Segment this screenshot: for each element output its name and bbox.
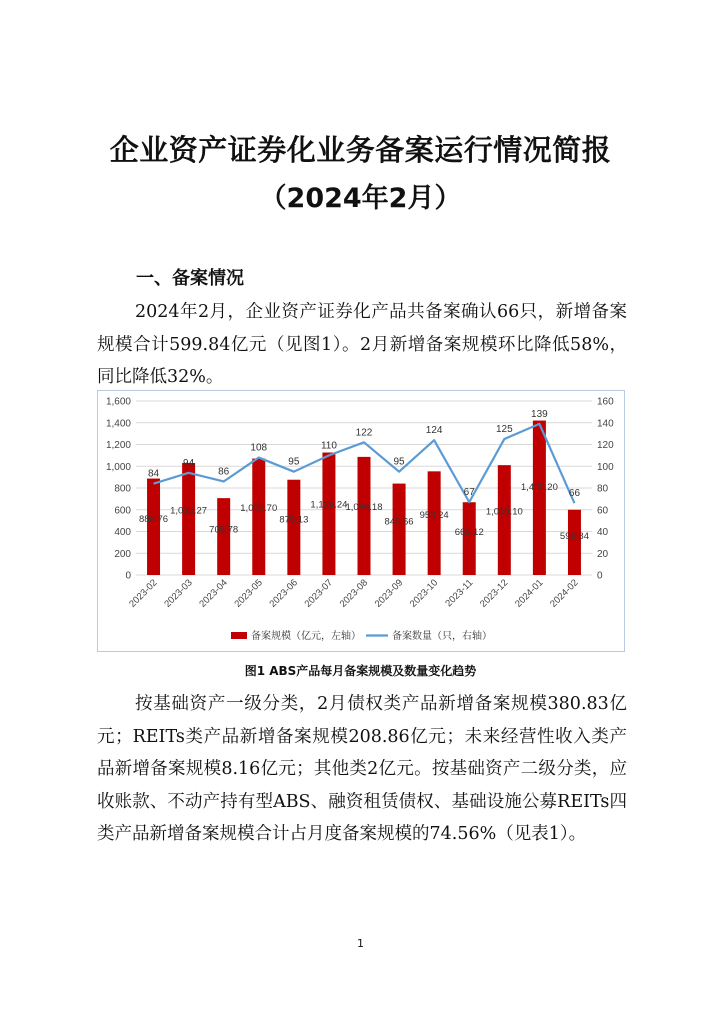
- legend-line-label: 备案数量（只，右轴）: [392, 631, 492, 642]
- bar-value-label: 886.76: [139, 513, 169, 525]
- bar-value-label: 1,086.18: [345, 502, 383, 514]
- legend-bar-label: 备案规模（亿元，左轴）: [251, 631, 361, 642]
- bar: [568, 510, 581, 575]
- line-value-label: 66: [568, 488, 581, 500]
- bar: [463, 502, 476, 575]
- document-title: 企业资产证券化业务备案运行情况简报: [109, 133, 612, 167]
- line-value-label: 84: [147, 468, 160, 480]
- bar-value-label: 1,126.24: [310, 499, 348, 511]
- legend-bar-swatch: [231, 632, 247, 639]
- y-right-tick-label: 140: [597, 418, 614, 430]
- paragraph-asset-classification: 按基础资产一级分类，2月债权类产品新增备案规模380.83亿元；REITs类产品新增备案规模208.86亿元；未来经营性收入类产品新增备案规模8.16亿元；其他类2亿元。按基础资产二级分类，应收账款、不动产持有型ABS、融资租赁债权、基础设施公募REITs四类产品新增备案规模合计占月度备案规模的74.56%（见表1）。: [97, 694, 627, 844]
- bar-value-label: 706.78: [209, 524, 239, 536]
- bar: [358, 457, 371, 575]
- x-tick-label: 2024-02: [548, 577, 581, 610]
- x-tick-label: 2023-08: [337, 577, 371, 610]
- x-tick-label: 2023-11: [443, 577, 476, 610]
- x-tick-label: 2023-05: [232, 577, 265, 610]
- y-left-tick-label: 1,600: [105, 396, 131, 408]
- figure-caption: 图1 ABS产品每月备案规模及数量变化趋势: [244, 664, 477, 678]
- bar-value-label: 840.66: [384, 516, 414, 528]
- y-right-tick-label: 0: [597, 570, 603, 582]
- bar: [147, 479, 160, 575]
- bar-value-label: 953.24: [419, 509, 449, 521]
- x-tick-label: 2023-03: [162, 577, 195, 610]
- bar: [393, 484, 406, 575]
- y-right-tick-label: 20: [597, 548, 609, 560]
- bar-value-label: 669.12: [454, 526, 484, 538]
- x-tick-label: 2023-10: [407, 577, 441, 610]
- line-value-label: 94: [183, 457, 195, 469]
- chart-container: [97, 390, 625, 652]
- line-value-label: 95: [393, 456, 405, 468]
- bar-value-label: 1,030.27: [170, 505, 208, 517]
- x-tick-label: 2023-06: [267, 577, 300, 610]
- bar: [533, 421, 546, 575]
- line-value-label: 125: [495, 424, 513, 436]
- line-value-label: 124: [425, 425, 443, 437]
- bar: [217, 498, 230, 575]
- y-right-tick-label: 40: [597, 527, 609, 538]
- abs-filing-chart: [98, 391, 624, 651]
- y-right-tick-label: 120: [597, 440, 614, 451]
- y-left-tick-label: 600: [114, 505, 131, 517]
- y-left-tick-label: 0: [125, 570, 131, 582]
- bar: [252, 459, 265, 575]
- line-value-label: 86: [218, 466, 230, 478]
- y-right-tick-label: 60: [597, 505, 609, 517]
- line-value-label: 110: [320, 440, 337, 452]
- y-right-tick-label: 100: [597, 461, 614, 473]
- line-value-label: 67: [463, 487, 475, 499]
- line-value-label: 108: [250, 442, 268, 454]
- bar-value-label: 1,420.20: [520, 482, 558, 494]
- paragraph-filing-summary: 2024年2月，企业资产证券化产品共备案确认66只，新增备案规模合计599.84亿元（见图1）。2月新增备案规模环比降低58%，同比降低32%。: [97, 302, 627, 387]
- x-tick-label: 2023-12: [477, 577, 511, 610]
- y-left-tick-label: 1,200: [105, 440, 131, 451]
- y-left-tick-label: 1,400: [105, 418, 131, 430]
- bar-value-label: 1,010.10: [485, 506, 523, 518]
- line-value-label: 122: [355, 427, 373, 439]
- line-value-label: 139: [531, 408, 548, 420]
- document-subtitle-date: （2024年2月）: [259, 183, 462, 214]
- page-number: 1: [357, 937, 364, 950]
- x-tick-label: 2023-02: [127, 577, 160, 610]
- x-tick-label: 2023-07: [302, 577, 336, 610]
- x-tick-label: 2024-01: [513, 577, 546, 610]
- bar-value-label: 1,070.70: [240, 502, 278, 514]
- y-right-tick-label: 80: [597, 483, 609, 495]
- bar: [287, 480, 300, 575]
- y-left-tick-label: 200: [114, 548, 131, 560]
- bar-value-label: 599.84: [559, 531, 589, 543]
- bar: [428, 471, 441, 575]
- line-value-label: 95: [288, 456, 300, 468]
- bar: [498, 465, 511, 575]
- x-tick-label: 2023-04: [197, 577, 230, 610]
- y-left-tick-label: 800: [114, 483, 131, 495]
- bar: [322, 453, 335, 575]
- bar-value-label: 876.13: [279, 514, 309, 526]
- y-left-tick-label: 400: [114, 527, 131, 538]
- bar: [182, 463, 195, 575]
- section-heading: 一、备案情况: [136, 268, 244, 289]
- y-right-tick-label: 160: [597, 396, 614, 408]
- y-left-tick-label: 1,000: [105, 461, 131, 473]
- x-tick-label: 2023-09: [372, 577, 406, 610]
